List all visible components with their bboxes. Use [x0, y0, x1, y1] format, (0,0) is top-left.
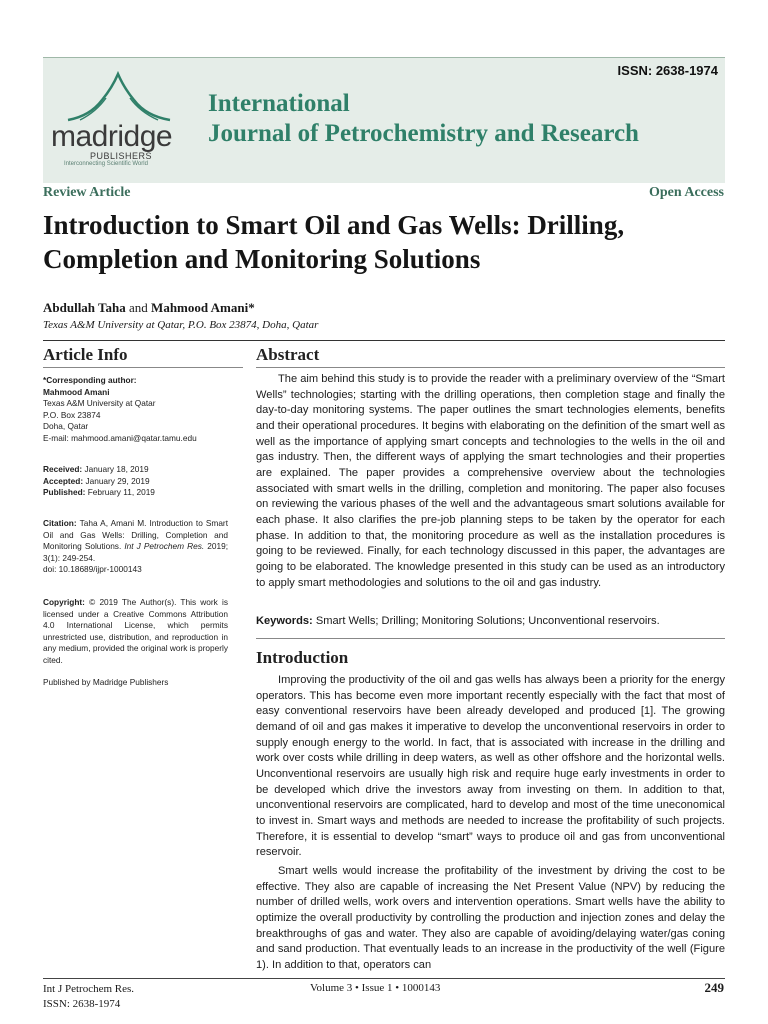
footer-divider [43, 978, 725, 979]
citation-journal: Int J Petrochem Res. [124, 541, 205, 551]
abstract-divider [256, 367, 725, 368]
copyright-block [43, 597, 228, 666]
introduction-body [256, 673, 725, 973]
copyright-label: Copyright: [43, 597, 85, 607]
dates-block [43, 464, 228, 499]
corr-address-1: Texas A&M University at Qatar [43, 398, 156, 408]
article-info-heading: Article Info [43, 345, 128, 364]
author-affiliation: Texas A&M University at Qatar, P.O. Box 23874, Doha, Qatar [43, 319, 319, 331]
citation-doi: doi: 10.18689/ijpr-1000143 [43, 564, 142, 574]
corr-address-3: Doha, Qatar [43, 421, 89, 431]
footer-volume-info: Volume 3 • Issue 1 • 1000143 [310, 982, 441, 994]
received-label: Received: [43, 464, 83, 474]
citation-block [43, 518, 228, 576]
citation-text: Taha A, Amani M. Introduction to Smart Oil and Gas Wells: Drilling, Completion and Monitoring Solutions. [43, 518, 229, 551]
corr-label: *Corresponding author: [43, 375, 137, 385]
citation-label: Citation: [43, 518, 77, 528]
article-type: Review Article [43, 185, 131, 200]
keywords-line [256, 615, 725, 627]
published-date: February 11, 2019 [87, 487, 155, 497]
page-number: 249 [704, 980, 724, 995]
corr-email: E-mail: mahmood.amani@qatar.tamu.edu [43, 432, 197, 443]
header-divider [43, 340, 725, 341]
accepted-date: January 29, 2019 [85, 475, 150, 486]
corresponding-author-block [43, 375, 228, 444]
corr-name: Mahmood Amani [43, 386, 110, 397]
journal-title-line1: International [208, 90, 350, 117]
abstract-heading: Abstract [256, 345, 320, 364]
abstract-paragraph: The aim behind this study is to provide the reader with a preliminary overview of the “Smart Wells” technologies; starting with the drilling operations, then completion stage and finally the day-to-day monitoring systems. The paper outlines the smart technologies elements, benefits and their operational procedures. It begins with elaborating on the definition of the smart well as well as the importance of applying smart concepts and technologies to the wells in the oil and gas industry. Then, the different ways of applying the smart technologies and their properties are explained. The paper provides a comprehensive overview about the technologies associated with smart wells in the drilling, completion and monitoring. The paper also focuses on reviewing the various phases of the well and the advantageous smart solutions available for each phase. It also clarifies the pre-job planning steps to be taken by the operator for each phase. In addition to that, the monitoring procedure as well as the installation procedures is going to be reviewed. Finally, for each technology discussed in this paper, the advantages are going to be elaborated. The knowledge presented in this study can be used as an introductory to apply smart methodologies and solutions to the oil and gas industry. [256, 373, 725, 589]
logo-wordmark: madridge [51, 120, 173, 153]
accepted-label: Accepted: [43, 475, 84, 486]
keywords-label: Keywords: [256, 615, 313, 627]
logo-publishers: PUBLISHERS [90, 151, 153, 161]
copyright-text: © 2019 The Author(s). This work is licensed under a Creative Commons Attribution 4.0 International License, which permits unrestricted use, distribution, and reproduction in any medium, provided the original work is properly cited. [43, 597, 228, 665]
corr-address-2: P.O. Box 23874 [43, 409, 101, 420]
intro-paragraph-2: Smart wells would increase the profitability of the investment by driving the cost to be effective. They also are capable of increasing the Net Present Value (NPV) by reducing the number of drilled wells, work overs and intervention operations. Smart wells have the ability to optimize the overall productivity by controlling the production and injection zones and delay the breakthroughs of gas and water. They also are capable of avoiding/delaying water/gas coning and sand production. That eventually leads to an increase in the productivity of the well (Figure 1). In addition to that, operators can [256, 864, 725, 971]
logo-tagline: Interconnecting Scientific World [64, 161, 148, 167]
intro-paragraph-1: Improving the productivity of the oil and gas wells has always been a priority for the energy operators. This has become even more important recently especially with the fact that most of easy conventional reservoirs have been already developed and produced [1]. The growing demand of oil and gas makes it imperative to develop the unconventional reservoirs in order to supply enough energy to the world. In fact, that is associated with increase in the drilling and work over costs while drilling in deep waters, as well as other offshore and the horizontal wells. Unconventional reservoirs are usually high risk and require huge early investments in order to be developed which drive the investors away from investing on them. In addition to that, unconventional reservoirs are complicated, hard to develop and most of the time uneconomical to invest in. Smart ways and methods are needed to increase the profitability of such projects. Therefore, it is essential to develop “smart” ways to produce oil and gas from unconventional reservoir. [256, 674, 725, 859]
paper-title-line2: Completion and Monitoring Solutions [43, 244, 481, 274]
paper-title [43, 208, 733, 276]
keywords-text: Smart Wells; Drilling; Monitoring Solutions; Unconventional reservoirs. [315, 615, 660, 627]
publisher-note: Published by Madridge Publishers [43, 677, 169, 687]
author-conjunction: and [129, 300, 148, 315]
author-2: Mahmood Amani* [151, 300, 255, 315]
footer-journal-info [43, 982, 134, 1012]
author-list [43, 300, 255, 316]
paper-title-line1: Introduction to Smart Oil and Gas Wells: Drilling, [43, 210, 625, 240]
open-access-label: Open Access [648, 185, 724, 200]
citation-volume: 2019; 3(1): 249-254. [43, 541, 229, 563]
published-label: Published: [43, 487, 86, 497]
footer-issn: ISSN: 2638-1974 [43, 998, 121, 1010]
header-issn: ISSN: 2638-1974 [617, 63, 718, 78]
received-date: January 18, 2019 [84, 464, 149, 474]
keywords-divider [256, 638, 725, 639]
introduction-heading: Introduction [256, 648, 349, 667]
article-info-divider [43, 367, 243, 368]
author-1: Abdullah Taha [43, 300, 126, 315]
journal-title-line2: Journal of Petrochemistry and Research [208, 120, 639, 147]
abstract-body [256, 372, 725, 591]
footer-journal-abbr: Int J Petrochem Res. [43, 983, 135, 995]
